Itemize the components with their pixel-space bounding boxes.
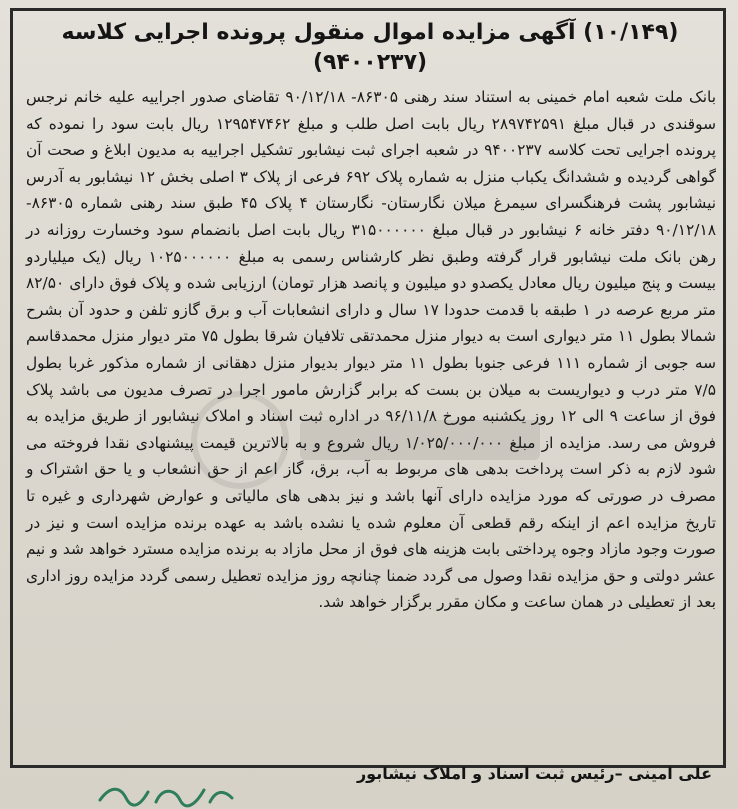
notice-title-line2: (۹۴۰۰۲۳۷) — [312, 50, 428, 75]
notice-title-line1: (۱۰/۱۴۹) آگهی مزایده اموال منقول پرونده اجرایی کلاسه — [61, 20, 679, 45]
handwritten-mark — [96, 780, 236, 808]
notice-signature: علی امینی –رئیس ثبت اسناد و املاک نیشابور — [356, 764, 712, 783]
notice-title — [40, 18, 700, 78]
notice-body: بانک ملت شعبه امام خمینی به استناد سند رهنی ۸۶۳۰۵- ۹۰/۱۲/۱۸ تقاضای صدور اجراییه علیه خانم نرجس سوقندی در قبال مبلغ ۲۸۹۷۴۲۵۹۱ ریال بابت اصل طلب و مبلغ ۱۲۹۵۴۷۴۶۲ ریال بابت سود را نموده که پرونده اجرایی تحت کلاسه ۹۴۰۰۲۳۷ در شعبه اجرای ثبت نیشابور تشکیل اجراییه به مدیون ابلاغ و صحت آن گواهی گردیده و ششدانگ یکباب منزل به شماره پلاک ۶۹۲ فرعی از پلاک ۳ اصلی بخش ۱۲ نیشابور به آدرس نیشابور پشت فرهنگسرای سیمرغ میلان نگارستان- نگارستان ۴ پلاک ۴۵ طبق سند رهنی شماره ۸۶۳۰۵- ۹۰/۱۲/۱۸ دفتر خانه ۶ نیشابور در قبال مبلغ ۳۱۵۰۰۰۰۰۰ ریال بابت اصل بانضمام سود وخسارت روزانه در رهن بانک ملت نیشابور قرار گرفته وطبق نظر کارشناس رسمی به مبلغ ۱۰۲۵۰۰۰۰۰۰ ریال (یک میلیاردو بیست و پنج میلیون ریال معادل یکصدو دو میلیون و پانصد هزار تومان) ارزیابی شده و پلاک فوق دارای ۸۲/۵۰ متر مربع عرصه در ۱ طبقه با قدمت حدودا ۱۷ سال و دارای انشعابات آب و برق گازو تلفن و حدود آن بشرح شمالا بطول ۱۱ متر دیواری است به دیوار منزل محمدتقی تلافیان شرقا بطول ۷۵ متر دیوار منزل محمدقاسم سه جوبی از شماره ۱۱۱ فرعی جنوبا بطول ۱۱ متر دیوار بدیوار منزل دهقانی از شماره مذکور غربا بطول ۷/۵ متر درب و دیواریست به میلان بن بست که برابر گزارش مامور اجرا در تصرف مدیون می باشد پلاک فوق از ساعت ۹ الی ۱۲ روز یکشنبه مورخ ۹۶/۱۱/۸ در اداره ثبت اسناد و املاک نیشابور از طریق مزایده به فروش می رسد. مزایده از مبلغ ۱/۰۲۵/۰۰۰/۰۰۰ ریال شروع و به بالاترین قیمت پیشنهادی نقدا فروخته می شود لازم به ذکر است پرداخت بدهی های مربوط به آب، برق، گاز اعم از حق انشعاب و یا حق اشتراک و مصرف در صورتی که مورد مزایده دارای آنها باشد و نیز بدهی های مالیاتی و عوارض شهرداری و غیره تا تاریخ مزایده اعم از اینکه رقم قطعی آن معلوم شده یا نشده باشد به عهده برنده مزایده است و نیز در صورت وجود مازاد وجوه پرداختی بابت هزینه های فوق از محل مازاد به برنده مزایده مسترد خواهد شد و نیم عشر دولتی و حق مزایده نقدا وصول می گردد ضمنا چنانچه روز مزایده تعطیل رسمی گردد مزایده روز اداری بعد از تعطیلی در همان ساعت و مکان مقرر برگزار خواهد شد. — [26, 88, 717, 612]
